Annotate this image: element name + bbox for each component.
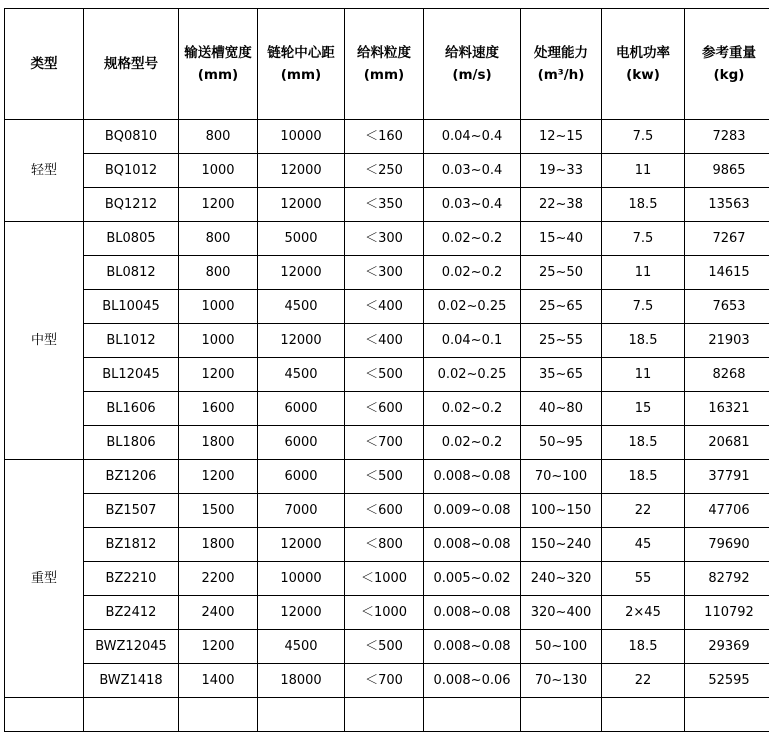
header-cell-model — [84, 9, 179, 120]
header-unit-feed-size: (mm) — [345, 66, 423, 84]
header-title-feed-speed: 给料速度 — [445, 45, 499, 61]
cell-model: BL1806 — [84, 426, 179, 460]
header-unit-capacity: (m³/h) — [521, 66, 601, 84]
cell-width: 1500 — [179, 494, 258, 528]
cell-motor-power: 18.5 — [602, 188, 685, 222]
cell-feed-speed: 0.02~0.2 — [424, 392, 521, 426]
cell-weight: 13563 — [685, 188, 769, 222]
table-row — [5, 392, 769, 426]
cell-center-distance: 4500 — [258, 290, 345, 324]
header-unit-motor-power: (kw) — [602, 66, 684, 84]
cell-feed-speed: 0.008~0.08 — [424, 596, 521, 630]
cell-capacity: 100~150 — [521, 494, 602, 528]
cell-feed-size: ＜700 — [345, 664, 424, 698]
table-row — [5, 154, 769, 188]
cell-center-distance: 12000 — [258, 188, 345, 222]
header-cell-motor-power — [602, 9, 685, 120]
cell-motor-power: 11 — [602, 154, 685, 188]
cell-motor-power: 22 — [602, 494, 685, 528]
cell-center-distance: 12000 — [258, 528, 345, 562]
cell-motor-power: 18.5 — [602, 426, 685, 460]
table-row — [5, 290, 769, 324]
table-header — [5, 9, 769, 120]
header-row — [5, 9, 769, 120]
header-cell-capacity — [521, 9, 602, 120]
cell-capacity: 12~15 — [521, 120, 602, 154]
cell-model: BQ0810 — [84, 120, 179, 154]
cell-feed-size: ＜1000 — [345, 596, 424, 630]
cell-feed-size: ＜350 — [345, 188, 424, 222]
cell-model: BL10045 — [84, 290, 179, 324]
cell-center-distance: 10000 — [258, 120, 345, 154]
cell-feed-size: ＜300 — [345, 222, 424, 256]
cell-model: BL1012 — [84, 324, 179, 358]
cell-center-distance: 6000 — [258, 392, 345, 426]
cell-weight: 21903 — [685, 324, 769, 358]
cell-motor-power: 18.5 — [602, 460, 685, 494]
cell-capacity: 50~95 — [521, 426, 602, 460]
specification-table — [4, 8, 769, 732]
cell-model: BL1606 — [84, 392, 179, 426]
cell-center-distance: 6000 — [258, 460, 345, 494]
cell-center-distance: 4500 — [258, 358, 345, 392]
cell-width: 1800 — [179, 528, 258, 562]
cell-model: BZ2210 — [84, 562, 179, 596]
cell-capacity: 70~130 — [521, 664, 602, 698]
cell-weight: 16321 — [685, 392, 769, 426]
cell-weight: 8268 — [685, 358, 769, 392]
cell-model: BL12045 — [84, 358, 179, 392]
cell-weight: 20681 — [685, 426, 769, 460]
cell-model: BZ1507 — [84, 494, 179, 528]
header-title-model: 规格型号 — [104, 56, 158, 72]
table-row — [5, 256, 769, 290]
cell-capacity: 15~40 — [521, 222, 602, 256]
cell-motor-power: 11 — [602, 256, 685, 290]
cell-feed-speed: 0.04~0.1 — [424, 324, 521, 358]
cell-center-distance: 7000 — [258, 494, 345, 528]
table-row — [5, 324, 769, 358]
cell-feed-size: ＜800 — [345, 528, 424, 562]
cell-width: 1800 — [179, 426, 258, 460]
table-row — [5, 222, 769, 256]
cell-feed-speed: 0.008~0.08 — [424, 460, 521, 494]
cell-motor-power: 15 — [602, 392, 685, 426]
cell-weight: 29369 — [685, 630, 769, 664]
footer-cell — [424, 698, 521, 732]
cell-width: 1000 — [179, 324, 258, 358]
header-cell-weight — [685, 9, 769, 120]
table-row — [5, 426, 769, 460]
cell-feed-speed: 0.04~0.4 — [424, 120, 521, 154]
cell-motor-power: 18.5 — [602, 324, 685, 358]
table-row — [5, 562, 769, 596]
cell-width: 1000 — [179, 154, 258, 188]
cell-feed-size: ＜1000 — [345, 562, 424, 596]
cell-motor-power: 2×45 — [602, 596, 685, 630]
header-title-center-distance: 链轮中心距 — [267, 45, 335, 61]
footer-cell — [521, 698, 602, 732]
header-cell-center-distance — [258, 9, 345, 120]
cell-width: 1200 — [179, 460, 258, 494]
cell-feed-size: ＜300 — [345, 256, 424, 290]
footer-cell — [84, 698, 179, 732]
cell-width: 800 — [179, 256, 258, 290]
cell-feed-speed: 0.02~0.25 — [424, 290, 521, 324]
table-row — [5, 494, 769, 528]
cell-model: BL0805 — [84, 222, 179, 256]
group-cell-type: 中型 — [5, 222, 84, 460]
cell-feed-speed: 0.03~0.4 — [424, 154, 521, 188]
table-row — [5, 528, 769, 562]
cell-feed-size: ＜250 — [345, 154, 424, 188]
cell-capacity: 40~80 — [521, 392, 602, 426]
cell-weight: 82792 — [685, 562, 769, 596]
cell-capacity: 25~55 — [521, 324, 602, 358]
table-row — [5, 358, 769, 392]
cell-center-distance: 12000 — [258, 324, 345, 358]
header-title-motor-power: 电机功率 — [616, 45, 670, 61]
group-cell-type: 重型 — [5, 460, 84, 698]
cell-width: 1200 — [179, 358, 258, 392]
cell-capacity: 25~65 — [521, 290, 602, 324]
cell-center-distance: 6000 — [258, 426, 345, 460]
cell-motor-power: 18.5 — [602, 630, 685, 664]
cell-capacity: 19~33 — [521, 154, 602, 188]
cell-weight: 14615 — [685, 256, 769, 290]
table-row — [5, 630, 769, 664]
cell-weight: 37791 — [685, 460, 769, 494]
cell-weight: 52595 — [685, 664, 769, 698]
footer-cell — [345, 698, 424, 732]
footer-cell — [685, 698, 769, 732]
cell-center-distance: 5000 — [258, 222, 345, 256]
cell-width: 2200 — [179, 562, 258, 596]
cell-capacity: 70~100 — [521, 460, 602, 494]
cell-feed-speed: 0.03~0.4 — [424, 188, 521, 222]
header-unit-feed-speed: (m/s) — [424, 66, 520, 84]
cell-width: 1400 — [179, 664, 258, 698]
cell-feed-speed: 0.02~0.2 — [424, 222, 521, 256]
header-cell-width — [179, 9, 258, 120]
cell-feed-speed: 0.02~0.2 — [424, 426, 521, 460]
cell-model: BZ1812 — [84, 528, 179, 562]
cell-model: BWZ12045 — [84, 630, 179, 664]
cell-model: BZ2412 — [84, 596, 179, 630]
header-title-weight: 参考重量 — [702, 45, 756, 61]
header-unit-width: (mm) — [179, 66, 257, 84]
cell-width: 800 — [179, 120, 258, 154]
footer-cell — [602, 698, 685, 732]
header-cell-type — [5, 9, 84, 120]
cell-feed-size: ＜500 — [345, 630, 424, 664]
group-cell-type: 轻型 — [5, 120, 84, 222]
header-unit-center-distance: (mm) — [258, 66, 344, 84]
cell-model: BWZ1418 — [84, 664, 179, 698]
cell-width: 1200 — [179, 630, 258, 664]
table-body — [5, 120, 769, 732]
cell-motor-power: 11 — [602, 358, 685, 392]
table-row — [5, 664, 769, 698]
cell-center-distance: 18000 — [258, 664, 345, 698]
cell-capacity: 35~65 — [521, 358, 602, 392]
footer-cell — [258, 698, 345, 732]
cell-capacity: 240~320 — [521, 562, 602, 596]
cell-center-distance: 4500 — [258, 630, 345, 664]
cell-capacity: 150~240 — [521, 528, 602, 562]
header-cell-feed-speed — [424, 9, 521, 120]
cell-motor-power: 7.5 — [602, 290, 685, 324]
cell-width: 1000 — [179, 290, 258, 324]
cell-motor-power: 45 — [602, 528, 685, 562]
header-title-type: 类型 — [31, 56, 58, 72]
cell-width: 800 — [179, 222, 258, 256]
cell-weight: 110792 — [685, 596, 769, 630]
footer-cell — [5, 698, 84, 732]
cell-motor-power: 7.5 — [602, 222, 685, 256]
header-title-capacity: 处理能力 — [534, 45, 588, 61]
cell-feed-speed: 0.008~0.08 — [424, 528, 521, 562]
cell-feed-speed: 0.005~0.02 — [424, 562, 521, 596]
cell-center-distance: 12000 — [258, 596, 345, 630]
table-row — [5, 188, 769, 222]
cell-feed-speed: 0.02~0.25 — [424, 358, 521, 392]
cell-center-distance: 12000 — [258, 154, 345, 188]
cell-feed-size: ＜400 — [345, 324, 424, 358]
cell-feed-size: ＜600 — [345, 494, 424, 528]
header-cell-feed-size — [345, 9, 424, 120]
cell-model: BQ1212 — [84, 188, 179, 222]
cell-model: BQ1012 — [84, 154, 179, 188]
cell-capacity: 22~38 — [521, 188, 602, 222]
footer-cell — [179, 698, 258, 732]
cell-feed-size: ＜500 — [345, 460, 424, 494]
cell-motor-power: 22 — [602, 664, 685, 698]
cell-motor-power: 55 — [602, 562, 685, 596]
cell-model: BZ1206 — [84, 460, 179, 494]
cell-feed-size: ＜160 — [345, 120, 424, 154]
cell-capacity: 320~400 — [521, 596, 602, 630]
cell-feed-size: ＜600 — [345, 392, 424, 426]
cell-feed-speed: 0.008~0.06 — [424, 664, 521, 698]
cell-feed-speed: 0.009~0.08 — [424, 494, 521, 528]
table-footer-row — [5, 698, 769, 732]
cell-weight: 7267 — [685, 222, 769, 256]
cell-feed-size: ＜400 — [345, 290, 424, 324]
cell-center-distance: 12000 — [258, 256, 345, 290]
cell-width: 2400 — [179, 596, 258, 630]
header-title-feed-size: 给料粒度 — [357, 45, 411, 61]
cell-weight: 9865 — [685, 154, 769, 188]
cell-motor-power: 7.5 — [602, 120, 685, 154]
cell-capacity: 25~50 — [521, 256, 602, 290]
cell-weight: 7653 — [685, 290, 769, 324]
cell-feed-size: ＜500 — [345, 358, 424, 392]
cell-capacity: 50~100 — [521, 630, 602, 664]
cell-weight: 79690 — [685, 528, 769, 562]
table-row — [5, 460, 769, 494]
cell-feed-size: ＜700 — [345, 426, 424, 460]
cell-model: BL0812 — [84, 256, 179, 290]
cell-width: 1200 — [179, 188, 258, 222]
table-row — [5, 596, 769, 630]
cell-feed-speed: 0.02~0.2 — [424, 256, 521, 290]
table-row — [5, 120, 769, 154]
cell-center-distance: 10000 — [258, 562, 345, 596]
cell-width: 1600 — [179, 392, 258, 426]
cell-weight: 47706 — [685, 494, 769, 528]
header-unit-weight: (kg) — [685, 66, 769, 84]
header-title-width: 输送槽宽度 — [184, 45, 252, 61]
cell-feed-speed: 0.008~0.08 — [424, 630, 521, 664]
cell-weight: 7283 — [685, 120, 769, 154]
